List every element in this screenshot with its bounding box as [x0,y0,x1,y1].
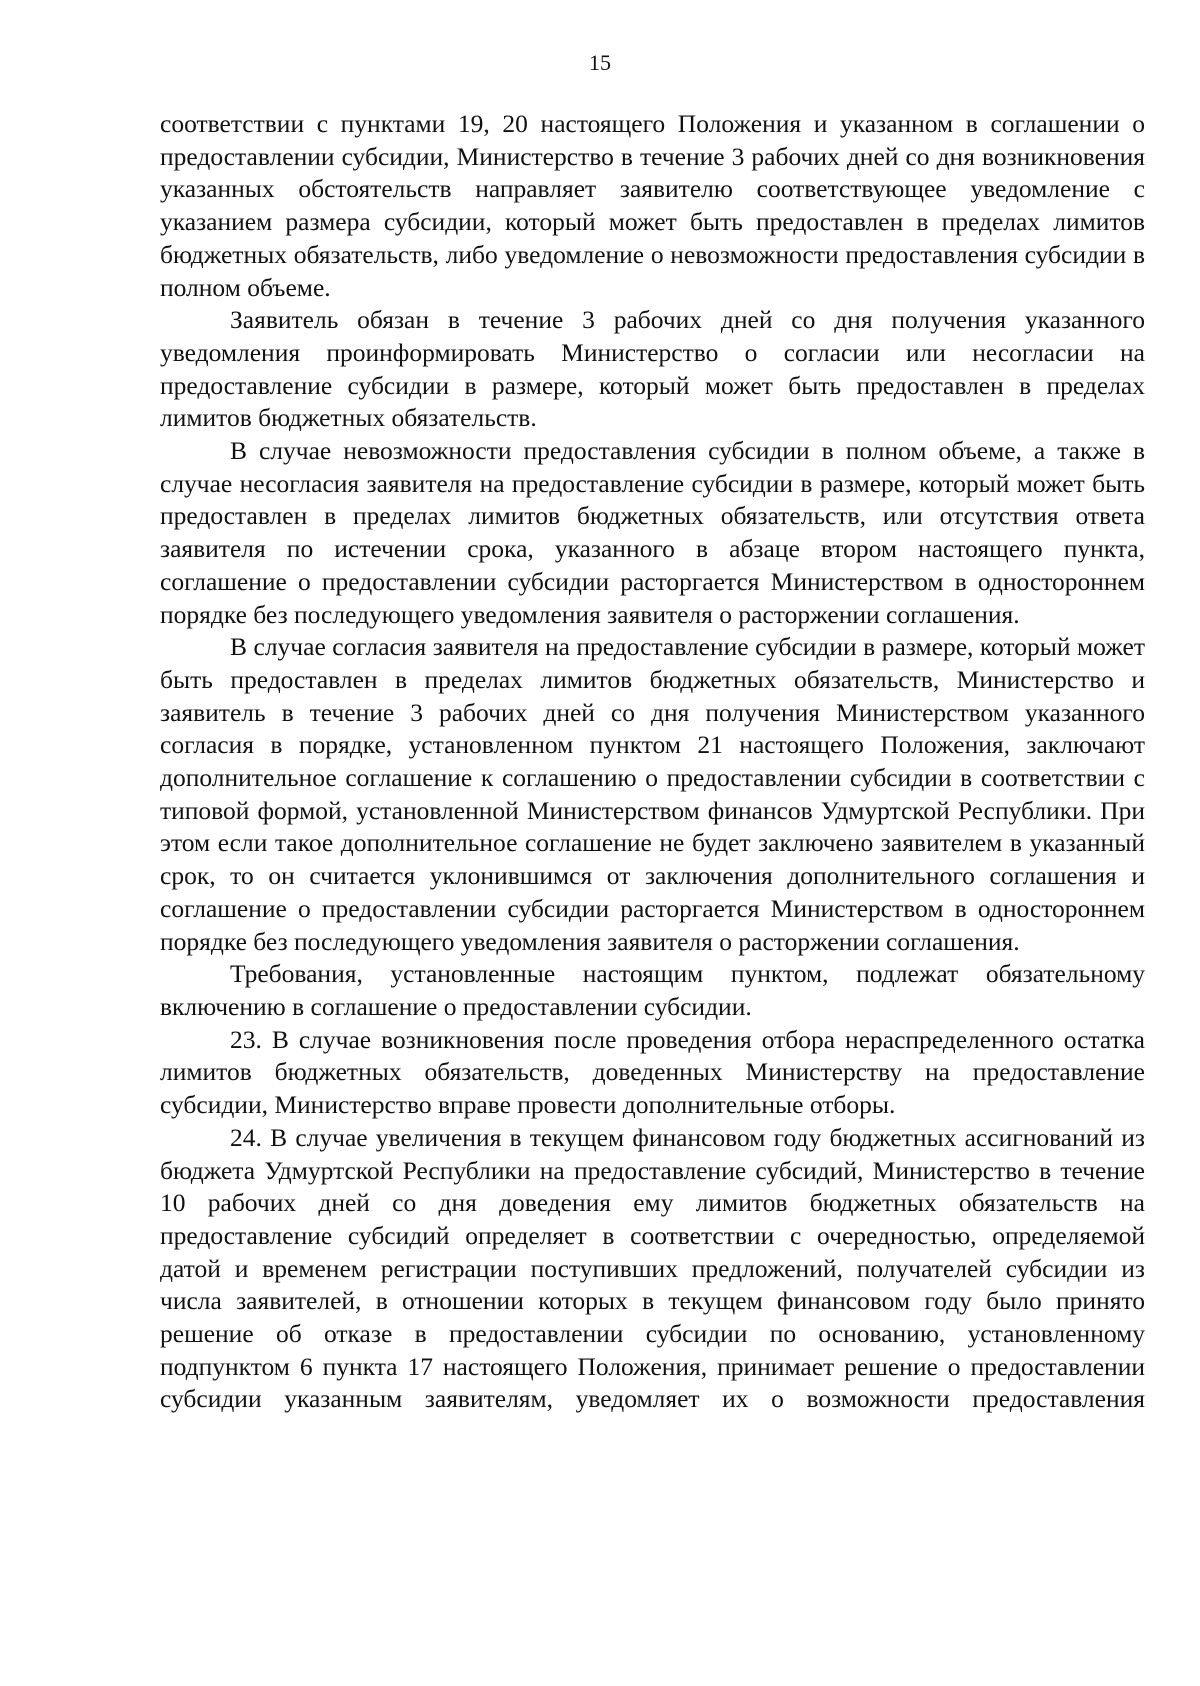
paragraph-item-24: 24. В случае увеличения в текущем финансовом году бюджетных ассигнований из бюджета Удмуртской Республики на предоставление субсидий, Министерство в течение 10 рабочих дней со дня доведения ему лимитов бюджетных обязательств на предоставление субсидий определяет в соответствии с очередностью, определяемой датой и временем регистрации поступивших предложений, получателей субсидии из числа заявителей, в отношении которых в текущем финансовом году было принято решение об отказе в предоставлении субсидии по основанию, установленному подпунктом 6 пункта 17 настоящего Положения, принимает решение о предоставлении субсидии указанным заявителям, уведомляет их о возможности предоставления [160,1122,1145,1414]
document-body [160,108,1145,1416]
paragraph-applicant-obligation: Заявитель обязан в течение 3 рабочих дней со дня получения указанного уведомления проинформировать Министерство о согласии или несогласии на предоставление субсидии в размере, который может быть предоставлен в пределах лимитов бюджетных обязательств. [160,305,1145,433]
paragraph-applicant-consent: В случае согласия заявителя на предоставление субсидии в размере, который может быть предоставлен в пределах лимитов бюджетных обязательств, Министерство и заявитель в течение 3 рабочих дней со дня получения Министерством указанного согласия в порядке, установленном пунктом 21 настоящего Положения, заключают дополнительное соглашение к соглашению о предоставлении субсидии в соответствии с типовой формой, установленной Министерством финансов Удмуртской Республики. При этом если такое дополнительное соглашение не будет заключено заявителем в указанный срок, то он считается уклонившимся от заключения дополнительного соглашения и соглашение о предоставлении субсидии расторгается Министерством в одностороннем порядке без последующего уведомления заявителя о расторжении соглашения. [160,632,1145,956]
paragraph-agreement-termination: В случае невозможности предоставления субсидии в полном объеме, а также в случае несогласия заявителя на предоставление субсидии в размере, который может быть предоставлен в пределах лимитов бюджетных обязательств, или отсутствия ответа заявителя по истечении срока, указанного в абзаце втором настоящего пункта, соглашение о предоставлении субсидии расторгается Министерством в одностороннем порядке без последующего уведомления заявителя о расторжении соглашения. [160,436,1145,629]
paragraph-item-23: 23. В случае возникновения после проведения отбора нераспределенного остатка лимитов бюджетных обязательств, доведенных Министерству на предоставление субсидии, Министерство вправе провести дополнительные отборы. [160,1024,1145,1120]
paragraph-requirements: Требования, установленные настоящим пунктом, подлежат обязательному включению в соглашение о предоставлении субсидии. [160,959,1145,1021]
paragraph-continuation: соответствии с пунктами 19, 20 настоящего Положения и указанном в соглашении о предоставлении субсидии, Министерство в течение 3 рабочих дней со дня возникновения указанных обстоятельств направляет заявителю соответствующее уведомление с указанием размера субсидии, который может быть предоставлен в пределах лимитов бюджетных обязательств, либо уведомление о невозможности предоставления субсидии в полном объеме. [160,109,1145,302]
page-number: 15 [589,50,611,75]
